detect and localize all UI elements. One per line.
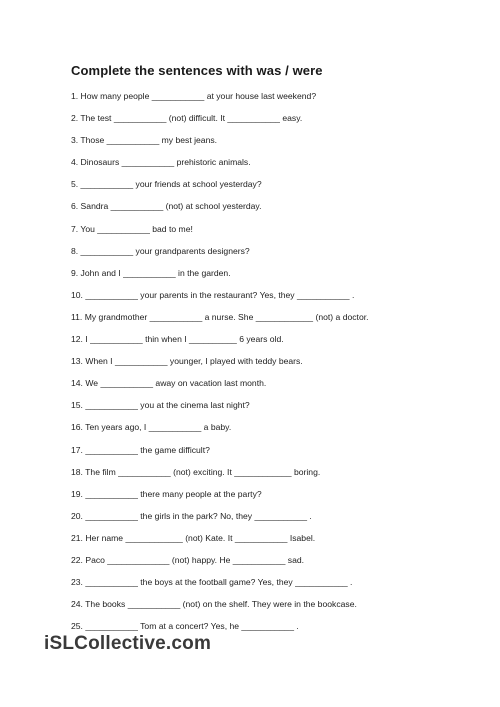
worksheet-title: Complete the sentences with was / were — [71, 63, 323, 78]
exercise-item: 22. Paco _____________ (not) happy. He ___________ sad. — [71, 554, 305, 565]
exercise-item: 21. Her name ____________ (not) Kate. It ___________ Isabel. — [71, 532, 316, 543]
exercise-item: 4. Dinosaurs ___________ prehistoric animals. — [71, 157, 251, 168]
exercise-list — [71, 91, 491, 643]
exercise-item: 23. ___________ the boys at the football game? Yes, they ___________ . — [71, 577, 353, 588]
exercise-item: 8. ___________ your grandparents designers? — [71, 245, 250, 256]
exercise-item: 2. The test ___________ (not) difficult. It ___________ easy. — [71, 113, 303, 124]
exercise-item: 9. John and I ___________ in the garden. — [71, 267, 231, 278]
exercise-item: 25. ___________ Tom at a concert? Yes, he ___________ . — [71, 621, 299, 632]
exercise-item: 3. Those ___________ my best jeans. — [71, 135, 218, 146]
exercise-item: 11. My grandmother ___________ a nurse. She ____________ (not) a doctor. — [71, 311, 369, 322]
exercise-item: 17. ___________ the game difficult? — [71, 444, 210, 455]
exercise-item: 7. You ___________ bad to me! — [71, 223, 193, 234]
exercise-item: 12. I ___________ thin when I __________ 6 years old. — [71, 334, 284, 345]
exercise-item: 16. Ten years ago, I ___________ a baby. — [71, 422, 232, 433]
exercise-item: 13. When I ___________ younger, I played with teddy bears. — [71, 356, 303, 367]
exercise-item: 14. We ___________ away on vacation last month. — [71, 378, 267, 389]
exercise-item: 10. ___________ your parents in the restaurant? Yes, they ___________ . — [71, 289, 355, 300]
exercise-item: 1. How many people ___________ at your house last weekend? — [71, 91, 317, 101]
exercise-item: 6. Sandra ___________ (not) at school yesterday. — [71, 201, 262, 212]
exercise-item: 19. ___________ there many people at the party? — [71, 488, 262, 499]
exercise-item: 5. ___________ your friends at school yesterday? — [71, 179, 262, 190]
exercise-item: 18. The film ___________ (not) exciting. It ____________ boring. — [71, 466, 321, 477]
site-logo: iSLCollective.com — [44, 633, 212, 654]
exercise-item: 20. ___________ the girls in the park? No, they ___________ . — [71, 510, 312, 521]
exercise-item: 24. The books ___________ (not) on the shelf. They were in the bookcase. — [71, 599, 357, 610]
exercise-item: 15. ___________ you at the cinema last night? — [71, 400, 250, 411]
